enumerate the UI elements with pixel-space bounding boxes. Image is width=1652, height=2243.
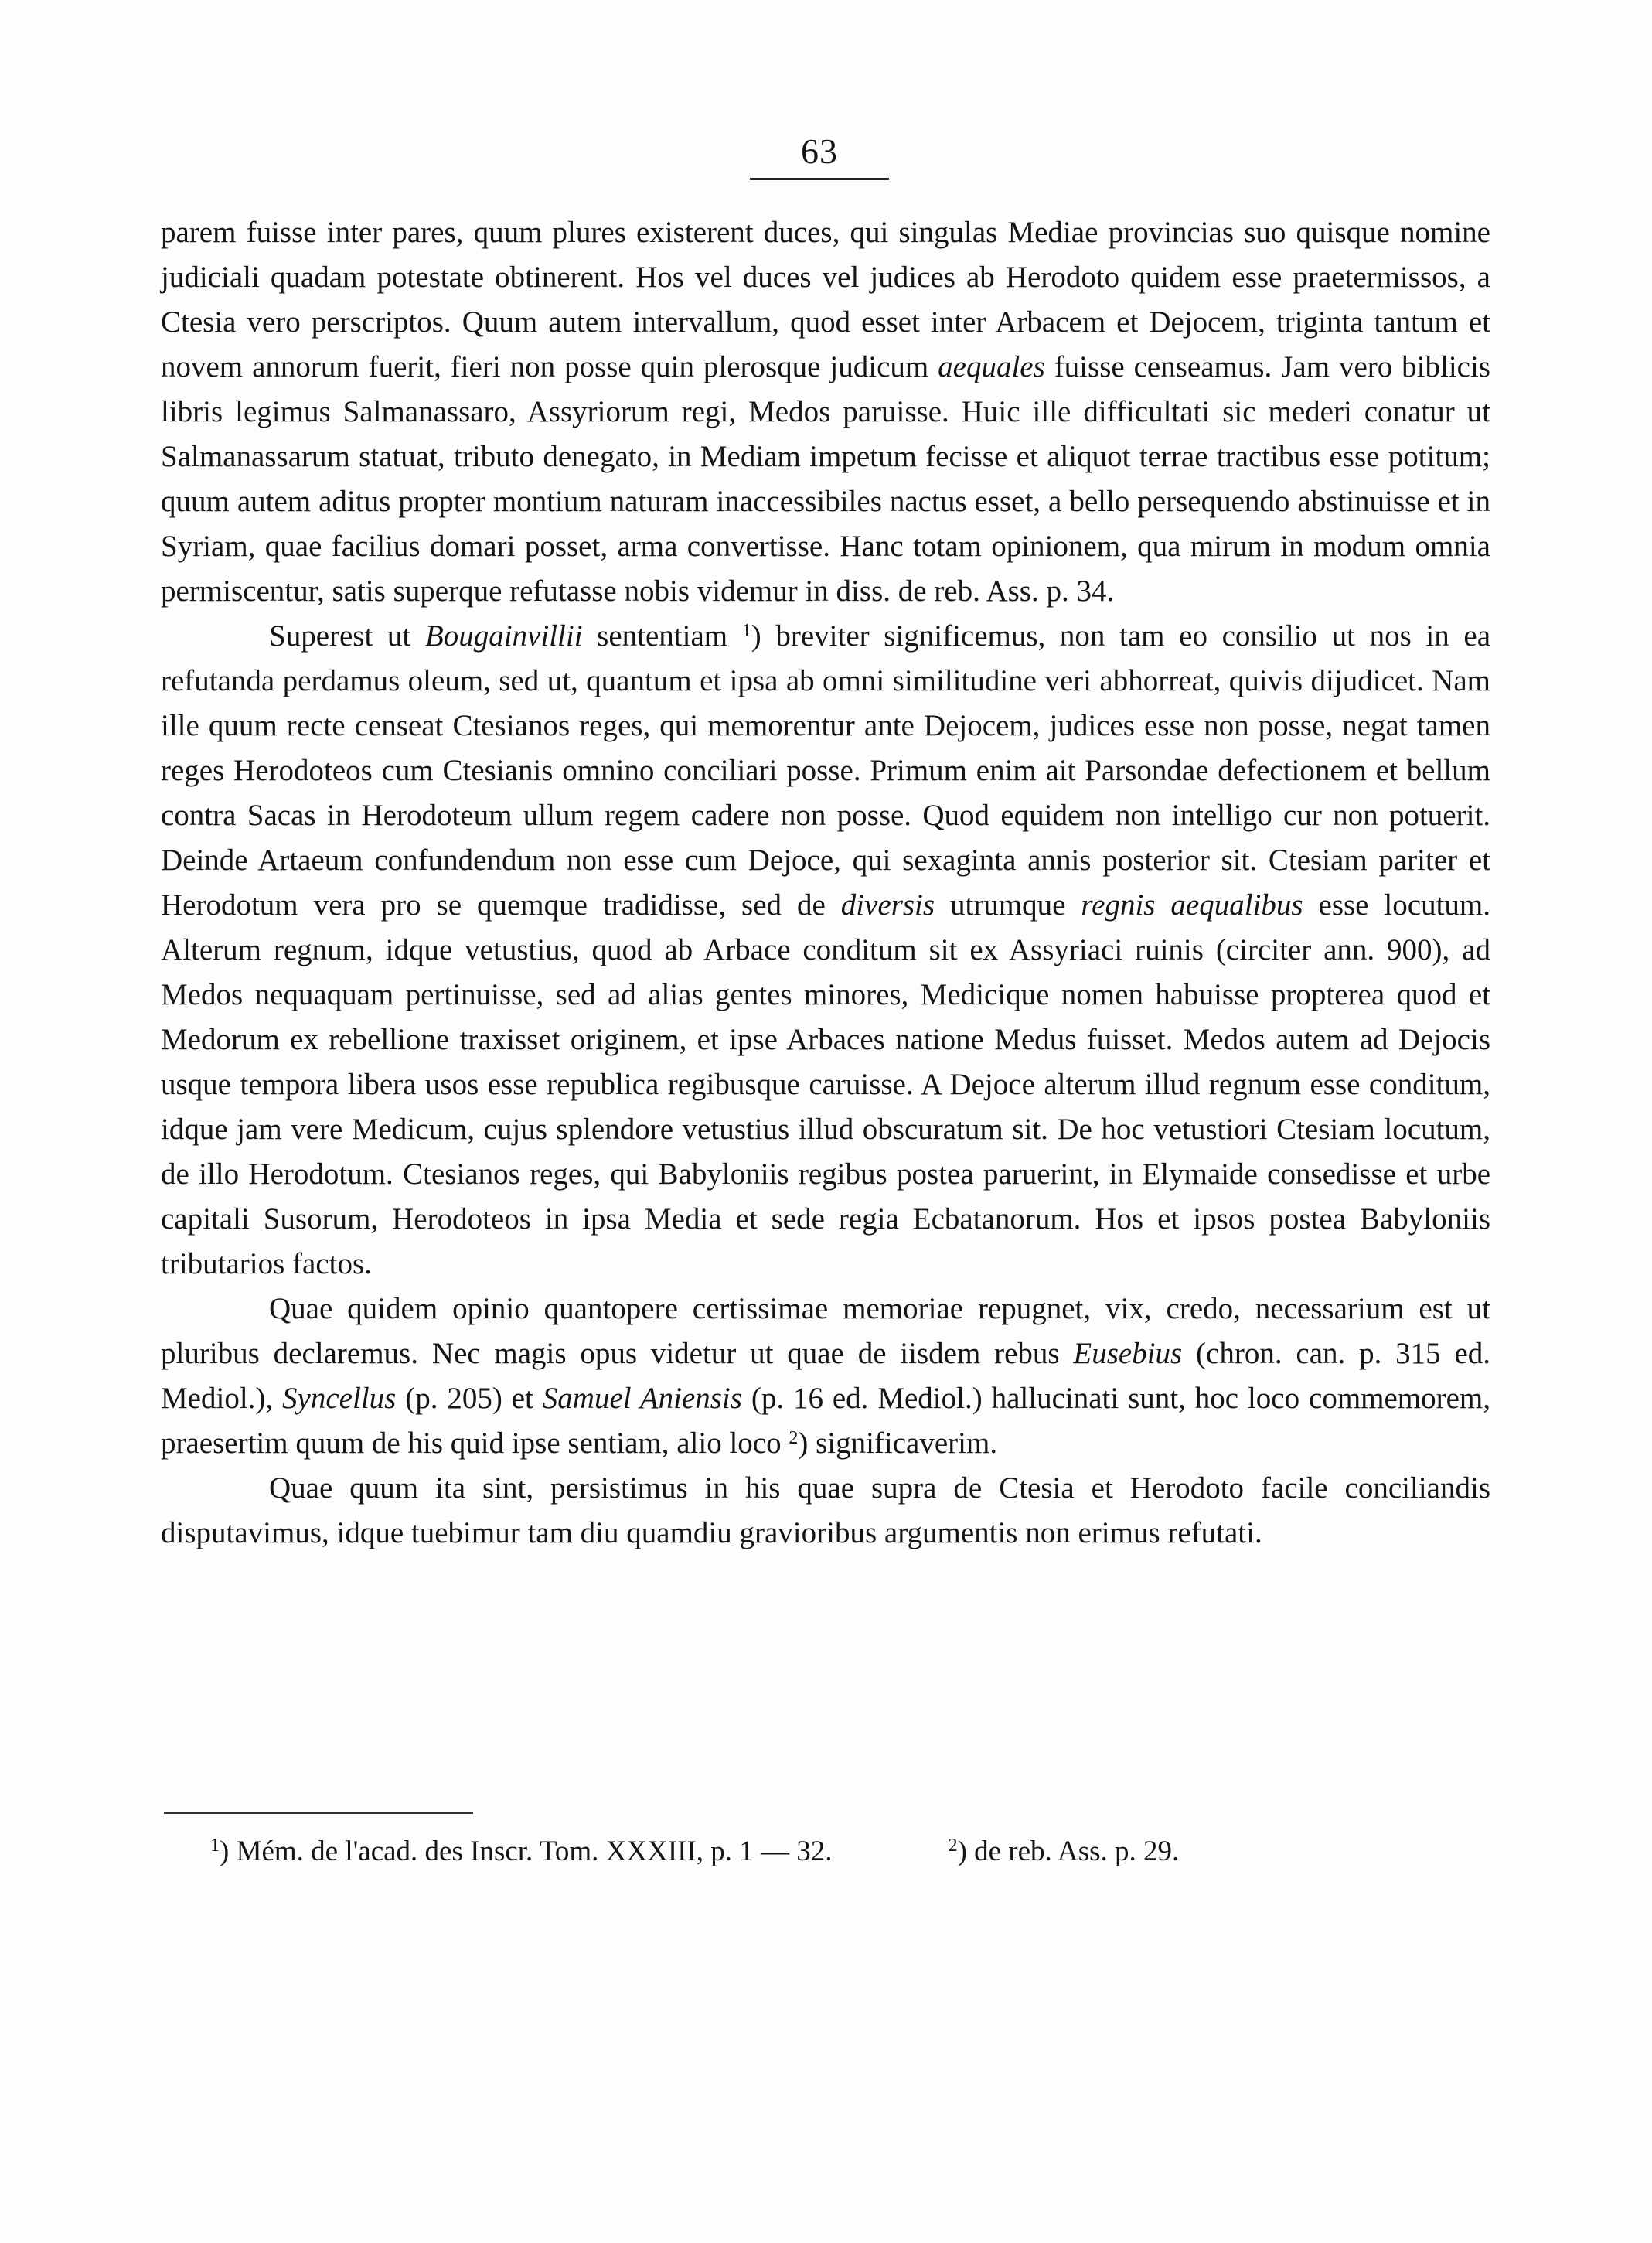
text-run: fuisse censeamus. Jam vero biblicis libris legimus Salmanassaro, Assyriorum regi, Medos paruisse. Huic ille difficultati sic mederi conatur ut Salmanassarum statuat, tributo denegato, in Mediam impetum fecisse et aliquot terrae tractibus esse potitum; quum autem aditus propter montium naturam inaccessibiles nactus esset, a bello persequendo abstinuisse et in Syriam, quae facilius domari posset, arma convertisse. Hanc totam opinionem, qua mirum in modum omnia permiscentur, satis superque refutasse nobis videmur in diss. de reb. Ass. p. 34.	[161, 350, 1490, 608]
page-number-rule	[750, 178, 889, 180]
italic-text: Syncellus	[282, 1382, 397, 1415]
italic-text: diversis	[840, 888, 935, 922]
text-run: (p. 16 ed. Mediol.) hallucinati sunt, hoc loco commemorem, praesertim quum de his quid ipse sentiam, alio loco	[161, 1382, 1491, 1460]
text-run: Quae quidem opinio quantopere certissimae memoriae repugnet, vix, credo, necessarium est ut pluribus declaremus. Nec magis opus videtur ut quae de iisdem rebus	[161, 1292, 1490, 1370]
text-run: parem fuisse inter pares, quum plures existerent duces, qui singulas Mediae provincias suo quisque nomine judiciali quadam potestate obtinerent. Hos vel duces vel judices ab Herodoto quidem esse praetermissos, a Ctesia vero perscriptos. Quum autem intervallum, quod esset inter Arbacem et Dejocem, triginta tantum et novem annorum fuerit, fieri non posse quin plerosque judicum	[161, 216, 1490, 383]
text-run: ) breviter significemus, non tam eo consilio ut nos in ea refutanda perdamus oleum, sed ut, quantum et ipsa ab omni similitudine veri abhorreat, quivis dijudicet. Nam ille quum recte censeat Ctesianos reges, qui memorentur ante Dejocem, judices esse non posse, negat tamen reges Herodoteos cum Ctesianis omnino conciliari posse. Primum enim ait Parsondae defectionem et bellum contra Sacas in Herodoteum ullum regem cadere non posse. Quod equidem non intelligo cur non potuerit. Deinde Artaeum confundendum non esse cum Dejoce, qui sexaginta annis posterior sit. Ctesiam pariter et Herodotum vera pro se quemque tradidisse, sed de	[161, 619, 1491, 922]
italic-text: regnis aequalibus	[1081, 888, 1303, 922]
text-run: utrumque	[935, 888, 1081, 922]
footnote-divider	[164, 1812, 473, 1814]
footnote-marker: 2	[789, 1428, 799, 1448]
footnote	[949, 1833, 1180, 1870]
italic-text: aequales	[938, 350, 1045, 383]
paragraph	[161, 614, 1490, 1287]
text-run: Superest ut	[269, 619, 425, 653]
text-run: esse locutum. Alterum regnum, idque vetustius, quod ab Arbace conditum sit ex Assyriaci ruinis (circiter ann. 900), ad Medos nequaquam pertinuisse, sed ad alias gentes minores, Medicique nomen habuisse propterea quod et Medorum ex rebellione traxisset originem, et ipse Arbaces natione Medus fuisset. Medos autem ad Dejocis usque tempora libera usos esse republica regibusque caruisse. A Dejoce alterum illud regnum esse conditum, idque jam vere Medicum, cujus splendore vetustius illud obscuratum sit. De hoc vetustiori Ctesiam locutum, de illo Herodotum. Ctesianos reges, qui Babyloniis regibus postea paruerint, in Elymaide consedisse et urbe capitali Susorum, Herodoteos in ipsa Media et sede regia Ecbatanorum. Hos et ipsos postea Babyloniis tributarios factos.	[161, 888, 1491, 1280]
text-run: ) significaverim.	[798, 1427, 998, 1460]
text-run: sententiam	[582, 619, 742, 653]
footnote	[210, 1833, 833, 1870]
italic-text: Bougainvillii	[424, 619, 583, 653]
footnote-number: 1	[210, 1836, 220, 1856]
page-number: 63	[801, 131, 838, 171]
paragraph	[161, 210, 1490, 614]
footnote-number: 2	[948, 1836, 958, 1856]
paragraph	[161, 1287, 1490, 1466]
text-run: (p. 205) et	[396, 1382, 543, 1415]
text-run: (chron. can. p. 315 ed. Mediol.),	[161, 1337, 1491, 1415]
italic-text: Eusebius	[1073, 1337, 1183, 1370]
paragraph	[161, 1466, 1490, 1556]
italic-text: Samuel Aniensis	[542, 1382, 742, 1415]
footnotes	[210, 1833, 1524, 1870]
footnote-text: ) Mém. de l'acad. des Inscr. Tom. XXXIII, p. 1 — 32.	[220, 1836, 833, 1867]
footnote-text: ) de reb. Ass. p. 29.	[957, 1836, 1180, 1867]
footnote-marker: 1	[741, 621, 751, 641]
text-run: Quae quum ita sint, persistimus in his quae supra de Ctesia et Herodoto facile conciliandis disputavimus, idque tuebimur tam diu quamdiu gravioribus argumentis non erimus refutati.	[161, 1471, 1490, 1549]
body-text	[161, 210, 1490, 1556]
